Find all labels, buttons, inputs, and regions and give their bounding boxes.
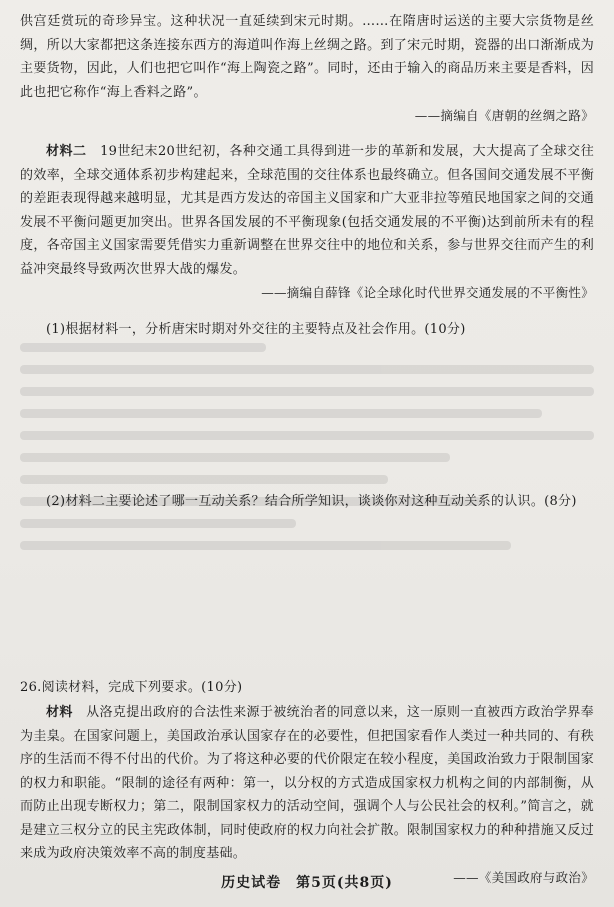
material2-paragraph (20, 140, 594, 281)
question-26-title: 26.阅读材料，完成下列要求。(10分) (20, 680, 243, 695)
question-1-text: (1)根据材料一，分析唐宋时期对外交往的主要特点及社会作用。(10分) (46, 322, 466, 337)
question-26-text: 从洛克提出政府的合法性来源于被统治者的同意以来，这一原则一直被西方政治学界奉为圭臬。在国家问题上，美国政治承认国家存在的必要性，但把国家看作人类过一种共同的、有秩序的生活而不得不付出的代价。为了将这种必要的代价限定在较小程度，美国政治致力于限制国家的权力和职能。“限制的途径有两种：第一，以分权的方式造成国家权力机构之间的内部制衡，从而防止出现专断权力；第二，限制国家权力的活动空间，强调个人与公民社会的权利。”简言之，就是建立三权分立的民主宪政体制，同时使政府的权力向社会扩散。限制国家权力的种种措施又反过来成为政府决策效率不高的制度基础。 (20, 705, 594, 861)
question-2-text: (2)材料二主要论述了哪一互动关系？结合所学知识，谈谈你对这种互动关系的认识。(8分) (46, 494, 577, 509)
material1-passage (20, 10, 594, 127)
question-26-source: ——《美国政府与政治》 (453, 869, 594, 885)
material1-source: ——摘编自《唐朝的丝绸之路》 (414, 108, 594, 123)
material2-source: ——摘编自薛锋《论全球化时代世界交通发展的不平衡性》 (261, 285, 594, 300)
question-26-material (20, 701, 594, 866)
material2-text: 19世纪末20世纪初，各种交通工具得到进一步的革新和发展，大大提高了全球交往的效率，全球交通体系初步构建起来，全球范围的交往体系也最终确立。但各国间交通发展不平衡的差距表现得越来越明显，尤其是西方发达的帝国主义国家和广大亚非拉等殖民地国家之间的交通发展不平衡问题更加突出。世界各国发展的不平衡现象(包括交通发展的不平衡)达到前所未有的程度，各帝国主义国家需要凭借实力重新调整在世界交往中的地位和关系，参与世界交往而产生的利益冲突最终导致两次世界大战的爆发。 (20, 144, 594, 277)
question-2 (20, 490, 594, 513)
material2-label: 材料二 (46, 144, 87, 159)
material2-passage (20, 140, 594, 304)
page-footer: 历史试卷 第5页(共8页) (221, 875, 393, 891)
material1-text: 供宫廷赏玩的奇珍异宝。这种状况一直延续到宋元时期。……在隋唐时运送的主要大宗货物是丝绸，所以大家都把这条连接东西方的海道叫作海上丝绸之路。到了宋元时期，瓷器的出口渐渐成为主要货物，因此，人们也把它叫作“海上陶瓷之路”。同时，还由于输入的商品历来主要是香料，因此也把它称作“海上香料之路”。 (20, 14, 594, 100)
bleed-through-text (0, 330, 614, 610)
question-26-label: 材料 (46, 705, 73, 720)
question-26 (20, 676, 594, 889)
